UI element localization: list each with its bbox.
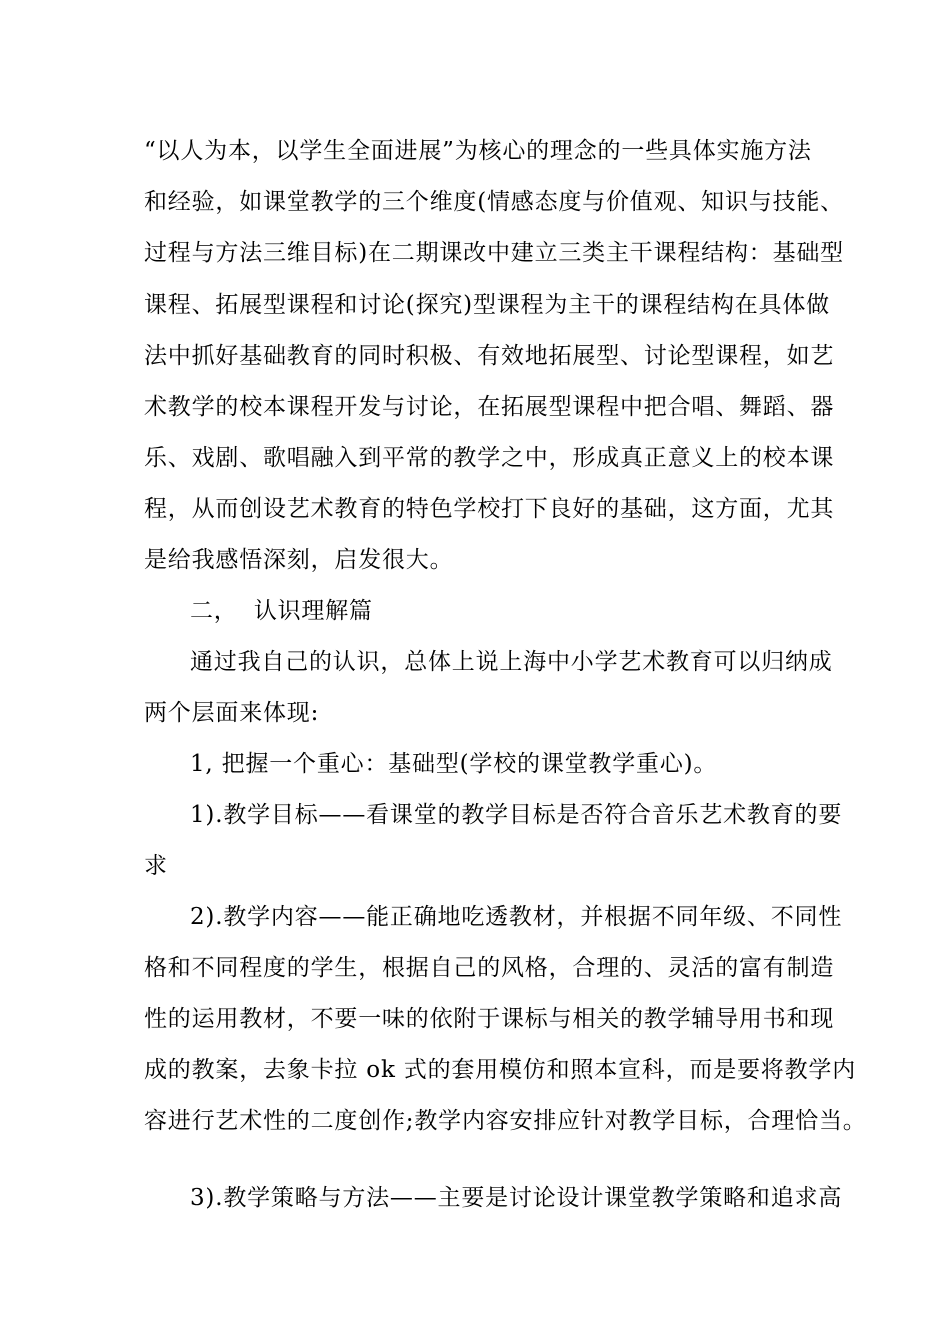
text-line: 求 [144,853,168,879]
text-line: 通过我自己的认识，总体上说上海中小学艺术教育可以归纳成 [190,649,833,675]
text-line: 术教学的校本课程开发与讨论，在拓展型课程中把合唱、舞蹈、器 [144,394,835,420]
text-line: 成的教案，去象卡拉 ok 式的套用模仿和照本宣科，而是要将教学内 [144,1057,857,1083]
text-line: 程，从而创设艺术教育的特色学校打下良好的基础，这方面，尤其 [144,496,835,522]
text-line: 和经验，如课堂教学的三个维度(情感态度与价值观、知识与技能、 [144,189,844,215]
section-heading: 二， 认识理解篇 [190,598,373,624]
text-line: “以人为本，以学生全面进展”为核心的理念的一些具体实施方法 [144,138,812,164]
text-line: 过程与方法三维目标)在二期课改中建立三类主干课程结构：基础型 [144,240,844,266]
text-line: 乐、戏剧、歌唱融入到平常的教学之中，形成真正意义上的校本课 [144,445,835,471]
text-line: 格和不同程度的学生，根据自己的风格，合理的、灵活的富有制造 [144,955,835,981]
text-line: 课程、拓展型课程和讨论(探究)型课程为主干的课程结构在具体做 [144,292,830,318]
text-line: 是给我感悟深刻，启发很大。 [144,547,454,573]
text-line: 1).教学目标——看课堂的教学目标是否符合音乐艺术教育的要 [190,802,843,828]
text-line: 两个层面来体现: [144,700,320,726]
text-line: 性的运用教材，不要一味的依附于课标与相关的教学辅导用书和现 [144,1006,835,1032]
text-line: 3).教学策略与方法——主要是讨论设计课堂教学策略和追求高 [190,1185,843,1211]
text-line: 容进行艺术性的二度创作;教学内容安排应针对教学目标，合理恰当。 [144,1108,867,1134]
text-line: 法中抓好基础教育的同时积极、有效地拓展型、讨论型课程，如艺 [144,343,835,369]
list-item-heading: 1, 把握一个重心：基础型(学校的课堂教学重心)。 [190,751,718,777]
text-line: 2).教学内容——能正确地吃透教材，并根据不同年级、不同性 [190,904,843,930]
